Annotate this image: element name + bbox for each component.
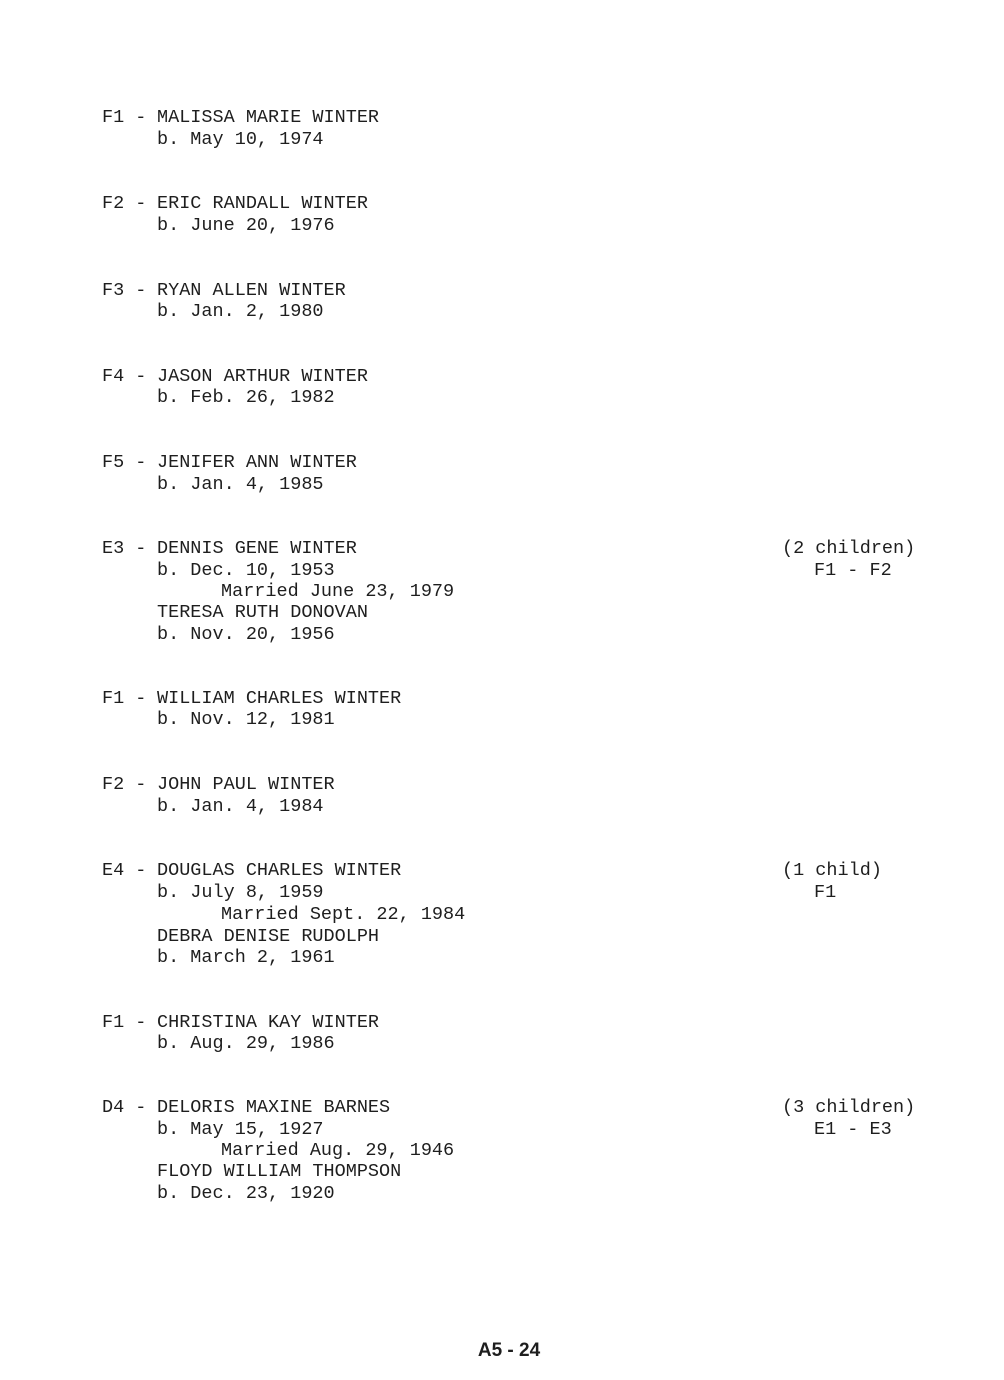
entry-spouse-birth: b. Nov. 20, 1956 bbox=[157, 624, 335, 645]
entry-spouse-birth: b. March 2, 1961 bbox=[157, 947, 335, 968]
entry-code: F1 - bbox=[102, 107, 147, 128]
entry-birth: b. Jan. 4, 1985 bbox=[157, 474, 324, 495]
entry-spouse: TERESA RUTH DONOVAN bbox=[157, 602, 368, 623]
entry-birth: b. Feb. 26, 1982 bbox=[157, 387, 335, 408]
entry-name: JENIFER ANN WINTER bbox=[157, 452, 357, 473]
children-count: (2 children) bbox=[782, 538, 916, 559]
entry-name: JASON ARTHUR WINTER bbox=[157, 366, 368, 387]
entry-code: D4 - bbox=[102, 1097, 147, 1118]
entry-birth: b. Aug. 29, 1986 bbox=[157, 1033, 335, 1054]
page-number: A5 - 24 bbox=[477, 1340, 541, 1361]
entry-code: F2 - bbox=[102, 774, 147, 795]
entry-name: DENNIS GENE WINTER bbox=[157, 538, 357, 559]
children-count: (3 children) bbox=[782, 1097, 916, 1118]
entry-code: F5 - bbox=[102, 452, 147, 473]
entry-birth: b. Jan. 2, 1980 bbox=[157, 301, 324, 322]
entry-spouse: FLOYD WILLIAM THOMPSON bbox=[157, 1161, 402, 1182]
entry-married: Married June 23, 1979 bbox=[221, 581, 455, 602]
entry-name: DOUGLAS CHARLES WINTER bbox=[157, 860, 402, 881]
entry-name: ERIC RANDALL WINTER bbox=[157, 193, 368, 214]
entry-name: WILLIAM CHARLES WINTER bbox=[157, 688, 402, 709]
entry-birth: b. May 10, 1974 bbox=[157, 129, 324, 150]
children-range: F1 - F2 bbox=[814, 560, 892, 581]
entry-married: Married Aug. 29, 1946 bbox=[221, 1140, 455, 1161]
entry-name: CHRISTINA KAY WINTER bbox=[157, 1012, 380, 1033]
entry-name: RYAN ALLEN WINTER bbox=[157, 280, 346, 301]
entry-code: E3 - bbox=[102, 538, 147, 559]
entry-birth: b. Nov. 12, 1981 bbox=[157, 709, 335, 730]
entry-spouse: DEBRA DENISE RUDOLPH bbox=[157, 926, 380, 947]
entry-code: F1 - bbox=[102, 1012, 147, 1033]
children-range: E1 - E3 bbox=[814, 1119, 892, 1140]
entry-code: F2 - bbox=[102, 193, 147, 214]
entry-code: E4 - bbox=[102, 860, 147, 881]
children-count: (1 child) bbox=[782, 860, 882, 881]
entry-birth: b. June 20, 1976 bbox=[157, 215, 335, 236]
children-range: F1 bbox=[814, 882, 837, 903]
entry-married: Married Sept. 22, 1984 bbox=[221, 904, 466, 925]
entry-name: MALISSA MARIE WINTER bbox=[157, 107, 380, 128]
entry-code: F4 - bbox=[102, 366, 147, 387]
entry-name: JOHN PAUL WINTER bbox=[157, 774, 335, 795]
entry-birth: b. May 15, 1927 bbox=[157, 1119, 324, 1140]
entry-spouse-birth: b. Dec. 23, 1920 bbox=[157, 1183, 335, 1204]
entry-birth: b. Jan. 4, 1984 bbox=[157, 796, 324, 817]
entry-code: F1 - bbox=[102, 688, 147, 709]
entry-name: DELORIS MAXINE BARNES bbox=[157, 1097, 391, 1118]
entry-birth: b. July 8, 1959 bbox=[157, 882, 324, 903]
entry-code: F3 - bbox=[102, 280, 147, 301]
entry-birth: b. Dec. 10, 1953 bbox=[157, 560, 335, 581]
